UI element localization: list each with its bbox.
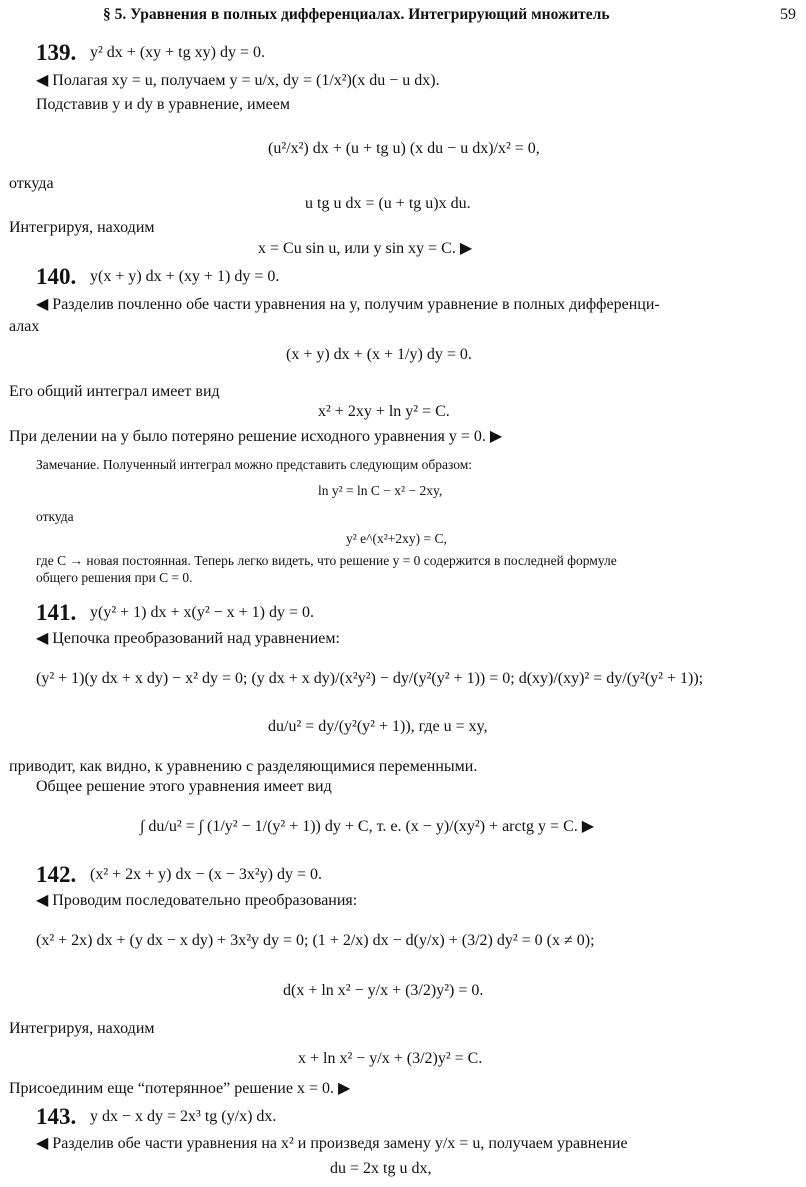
math-formula: du = 2x tg u dx,: [330, 1160, 432, 1177]
text-line: При делении на y было потеряно решение исходного уравнения y = 0. ▶: [9, 428, 503, 445]
text-line: ◀ Разделив почленно обе части уравнения на y, получим уравнение в полных дифференци-: [36, 296, 660, 313]
math-formula: (x² + 2x) dx + (y dx − x dy) + 3x²y dy = 0; (1 + 2/x) dx − d(y/x) + (3/2) dy² = 0 (x ≠ 0);: [36, 932, 595, 949]
problem-number: 140.: [36, 264, 77, 289]
text-line: Интегрируя, находим: [9, 1020, 155, 1037]
running-header: § 5. Уравнения в полных дифференциалах. Интегрирующий множитель: [103, 6, 610, 23]
math-formula: y dx − x dy = 2x³ tg (y/x) dx.: [90, 1108, 277, 1125]
math-formula: y² e^(x²+2xy) = C,: [346, 531, 447, 546]
text-line: ◀ Проводим последовательно преобразования:: [36, 892, 358, 909]
text-line: Интегрируя, находим: [9, 219, 155, 236]
text-line: откуда: [36, 509, 74, 524]
math-formula: x + ln x² − y/x + (3/2)y² = C.: [298, 1050, 483, 1067]
text-line: ◀ Разделив обе части уравнения на x² и произведя замену y/x = u, получаем уравнение: [36, 1135, 628, 1152]
text-line: алах: [9, 318, 40, 335]
text-line: ◀ Полагая xy = u, получаем y = u/x, dy = (1/x²)(x du − u dx).: [36, 72, 440, 89]
text-line: общего решения при C = 0.: [36, 570, 193, 585]
math-formula: y(y² + 1) dx + x(y² − x + 1) dy = 0.: [90, 604, 315, 621]
math-formula: (u²/x²) dx + (u + tg u) (x du − u dx)/x² = 0,: [268, 140, 540, 157]
text-line: приводит, как видно, к уравнению с разделяющимися переменными.: [9, 758, 478, 775]
math-formula: d(x + ln x² − y/x + (3/2)y²) = 0.: [283, 982, 484, 999]
problem-number: 141.: [36, 600, 77, 625]
text-line: Присоединим еще “потерянное” решение x = 0. ▶: [9, 1080, 351, 1097]
math-formula: x = Cu sin u, или y sin xy = C. ▶: [258, 240, 473, 257]
math-formula: ∫ du/u² = ∫ (1/y² − 1/(y² + 1)) dy + C, т. е. (x − y)/(xy²) + arctg y = C. ▶: [140, 818, 595, 835]
problem-number: 139.: [36, 40, 77, 65]
math-formula: ln y² = ln C − x² − 2xy,: [318, 483, 443, 498]
problem-number: 143.: [36, 1104, 77, 1129]
math-formula: (x² + 2x + y) dx − (x − 3x²y) dy = 0.: [90, 866, 323, 883]
text-line: Общее решение этого уравнения имеет вид: [36, 778, 332, 795]
math-formula: (y² + 1)(y dx + x dy) − x² dy = 0; (y dx + x dy)/(x²y²) − dy/(y²(y² + 1)) = 0; d(xy)/(xy)² = dy/(y²(y² + 1));: [36, 670, 704, 687]
math-formula: x² + 2xy + ln y² = C.: [318, 403, 450, 420]
text-line: Замечание. Полученный интеграл можно представить следующим образом:: [36, 457, 473, 472]
math-formula: (x + y) dx + (x + 1/y) dy = 0.: [286, 346, 472, 363]
text-line: где C → новая постоянная. Теперь легко видеть, что решение y = 0 содержится в последней формуле: [36, 553, 617, 568]
math-formula: y(x + y) dx + (xy + 1) dy = 0.: [90, 268, 280, 285]
math-formula: du/u² = dy/(y²(y² + 1)), где u = xy,: [268, 718, 488, 735]
text-line: откуда: [9, 175, 54, 192]
text-line: Его общий интеграл имеет вид: [9, 383, 220, 400]
text-line: ◀ Цепочка преобразований над уравнением:: [36, 630, 340, 647]
page-number: 59: [780, 6, 796, 23]
math-formula: u tg u dx = (u + tg u)x du.: [305, 195, 471, 212]
text-line: Подставив y и dy в уравнение, имеем: [36, 96, 290, 113]
math-formula: y² dx + (xy + tg xy) dy = 0.: [90, 44, 265, 61]
problem-number: 142.: [36, 862, 77, 887]
